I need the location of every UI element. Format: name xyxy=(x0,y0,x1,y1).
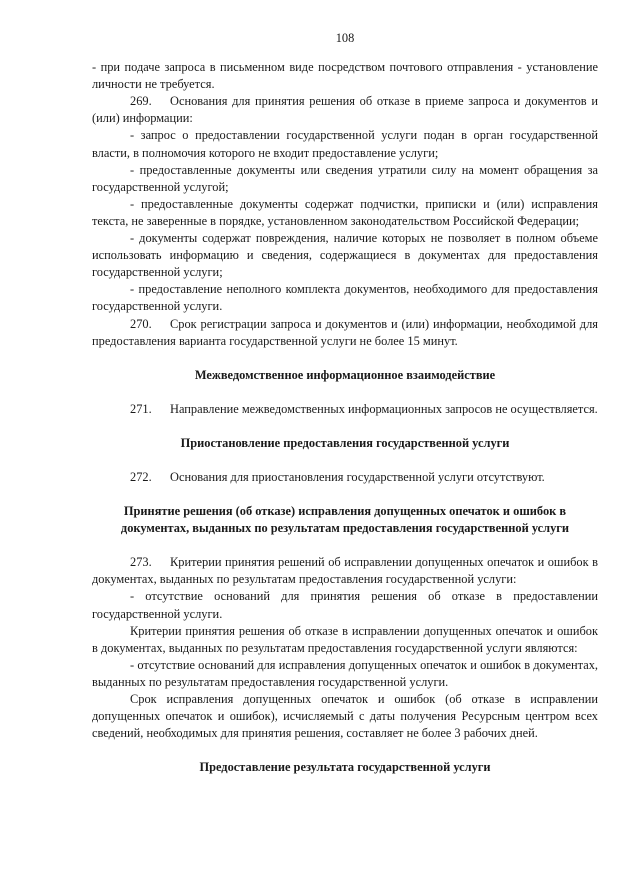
document-page xyxy=(92,30,598,776)
section-heading-interagency: Межведомственное информационное взаимодействие xyxy=(194,367,496,382)
clause-number: 271. xyxy=(130,401,152,416)
clause-number: 269. xyxy=(130,94,152,109)
clause-number: 272. xyxy=(130,469,152,484)
list-item-expired-documents: - предоставленные документы или сведения утратили силу на момент обращения за государственной услугой; xyxy=(92,162,598,194)
section-heading-suspension: Приостановление предоставления государственной услуги xyxy=(180,435,510,450)
paragraph-270: 270. Срок регистрации запроса и документов и (или) информации, необходимой для предоставления варианта государственной услуги не более 15 минут. xyxy=(92,316,598,348)
list-item-wrong-authority: - запрос о предоставлении государственной услуги подан в орган государственной власти, в полномочия которого не входит предоставление услуги; xyxy=(92,128,598,160)
paragraph-271: 271. Направление межведомственных информационных запросов не осуществляется. xyxy=(92,401,598,418)
paragraph-refusal-criteria: Критерии принятия решения об отказе в исправлении допущенных опечаток и ошибок в документах, выданных по результатам предоставления государственной услуги являются: xyxy=(92,623,598,655)
paragraph-correction-term: Срок исправления допущенных опечаток и ошибок (об отказе в исправлении допущенных опечаток и ошибок), исчисляемый с даты получения Ресурсным центром всех сведений, необходимых для принятия решения, составляет не более 3 рабочих дней. xyxy=(92,692,598,741)
paragraph-postal-identity: - при подаче запроса в письменном виде посредством почтового отправления - установление личности не требуется. xyxy=(92,60,598,92)
clause-number: 270. xyxy=(130,316,152,331)
paragraph-273: 273. Критерии принятия решений об исправлении допущенных опечаток и ошибок в документах, выданных по результатам предоставления государственной услуги: xyxy=(92,555,598,587)
list-item-uncertified-corrections: - предоставленные документы содержат подчистки, приписки и (или) исправления текста, не заверенные в порядке, установленном законодательством Российской Федерации; xyxy=(92,196,598,228)
list-item-no-correction-grounds: - отсутствие оснований для исправления допущенных опечаток и ошибок в документах, выданных по результатам предоставления государственной услуги. xyxy=(92,657,598,689)
paragraph-269: 269. Основания для принятия решения об отказе в приеме запроса и документов и (или) информации: xyxy=(92,94,598,126)
clause-number: 273. xyxy=(130,555,152,570)
section-heading-result-delivery: Предоставление результата государственной услуги xyxy=(199,760,491,775)
list-item-damaged-documents: - документы содержат повреждения, наличие которых не позволяет в полном объеме использовать информацию и сведения, содержащиеся в документах для предоставления государственной услуги; xyxy=(92,231,598,280)
list-item-no-refusal-grounds: - отсутствие оснований для принятия решения об отказе в предоставлении государственной услуги. xyxy=(92,589,598,621)
page-number: 108 xyxy=(335,31,355,45)
list-item-incomplete-set: - предоставление неполного комплекта документов, необходимого для предоставления государственной услуги. xyxy=(92,282,598,314)
paragraph-272: 272. Основания для приостановления государственной услуги отсутствуют. xyxy=(92,469,598,486)
section-heading-typo-correction: Принятие решения (об отказе) исправления допущенных опечаток и ошибок в документах, выданных по результатам предоставления государственной услуги xyxy=(120,504,570,536)
